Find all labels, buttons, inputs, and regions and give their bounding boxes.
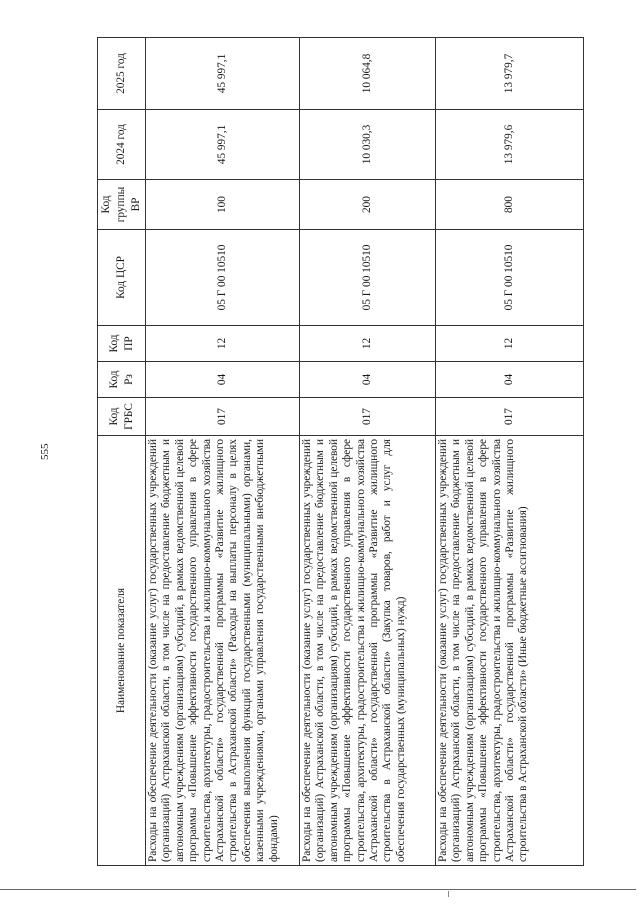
table-row: [436, 38, 584, 866]
row-1-2025: 45 997,1: [146, 38, 300, 110]
page-number: 555: [39, 443, 51, 461]
header-grbs: Код ГРБС: [98, 398, 146, 436]
row-2-grbs: 017: [300, 398, 436, 436]
row-3-csr: 05 Г 00 10510: [436, 230, 584, 326]
table-row: [146, 38, 300, 866]
row-3-pr: 12: [436, 326, 584, 362]
row-1-vr: 100: [146, 180, 300, 230]
row-3-grbs: 017: [436, 398, 584, 436]
header-vr: Код группы ВР: [98, 180, 146, 230]
header-name: Наименование показателя: [98, 436, 146, 866]
header-pr: Код ПР: [98, 326, 146, 362]
header-row: [98, 38, 146, 866]
row-3-2024: 13 979,6: [436, 110, 584, 180]
header-2024: 2024 год: [98, 110, 146, 180]
row-1-2024: 45 997,1: [146, 110, 300, 180]
row-2-vr: 200: [300, 180, 436, 230]
row-3-name: Расходы на обеспечение деятельности (оказание услуг) государственных учреждений (организаций) Астраханской области, в том числе на предоставление бюджетным и автономным учреждениям (организациям) субсидий, в рамках ведомственной целевой программы «Повышение эффективности государственного управления в сфере строительства, архитектуры, градостроительства и жилищно-коммунального хозяйства Астраханской области» государственной программы «Развитие жилищного строительства в Астраханской области» (Иные бюджетные ассигнования): [436, 436, 584, 866]
row-1-csr: 05 Г 00 10510: [146, 230, 300, 326]
row-3-rz: 04: [436, 362, 584, 398]
row-3-2025: 13 979,7: [436, 38, 584, 110]
scan-edge-mark: [448, 891, 449, 897]
row-2-csr: 05 Г 00 10510: [300, 230, 436, 326]
header-csr: Код ЦСР: [98, 230, 146, 326]
header-2025: 2025 год: [98, 38, 146, 110]
rotated-table-container: [97, 38, 581, 866]
row-3-vr: 800: [436, 180, 584, 230]
row-1-rz: 04: [146, 362, 300, 398]
row-2-2025: 10 064,8: [300, 38, 436, 110]
scan-bottom-rule: [0, 889, 636, 890]
row-2-rz: 04: [300, 362, 436, 398]
row-1-grbs: 017: [146, 398, 300, 436]
row-1-pr: 12: [146, 326, 300, 362]
row-2-2024: 10 030,3: [300, 110, 436, 180]
header-rz: Код Рз: [98, 362, 146, 398]
row-2-name: Расходы на обеспечение деятельности (оказание услуг) государственных учреждений (организаций) Астраханской области, в том числе на предоставление бюджетным и автономным учреждениям (организациям) субсидий, в рамках ведомственной целевой программы «Повышение эффективности государственного управления в сфере строительства, архитектуры, градостроительства и жилищно-коммунального хозяйства Астраханской области» государственной программы «Развитие жилищного строительства в Астраханской области» (Закупка товаров, работ и услуг для обеспечения государственных (муниципальных) нужд): [300, 436, 436, 866]
table-row: [300, 38, 436, 866]
row-1-name: Расходы на обеспечение деятельности (оказание услуг) государственных учреждений (организаций) Астраханской области, в том числе на предоставление бюджетным и автономным учреждениям (организациям) субсидий, в рамках ведомственной целевой программы «Повышение эффективности государственного управления в сфере строительства, архитектуры, градостроительства и жилищно-коммунального хозяйства Астраханской области» государственной программы «Развитие жилищного строительства в Астраханской области» (Расходы на выплаты персоналу в целях обеспечения выполнения функций государственными (муниципальными) органами, казенными учреждениями, органами управления государственными внебюджетными фондами): [146, 436, 300, 866]
row-2-pr: 12: [300, 326, 436, 362]
budget-table: [97, 37, 584, 866]
